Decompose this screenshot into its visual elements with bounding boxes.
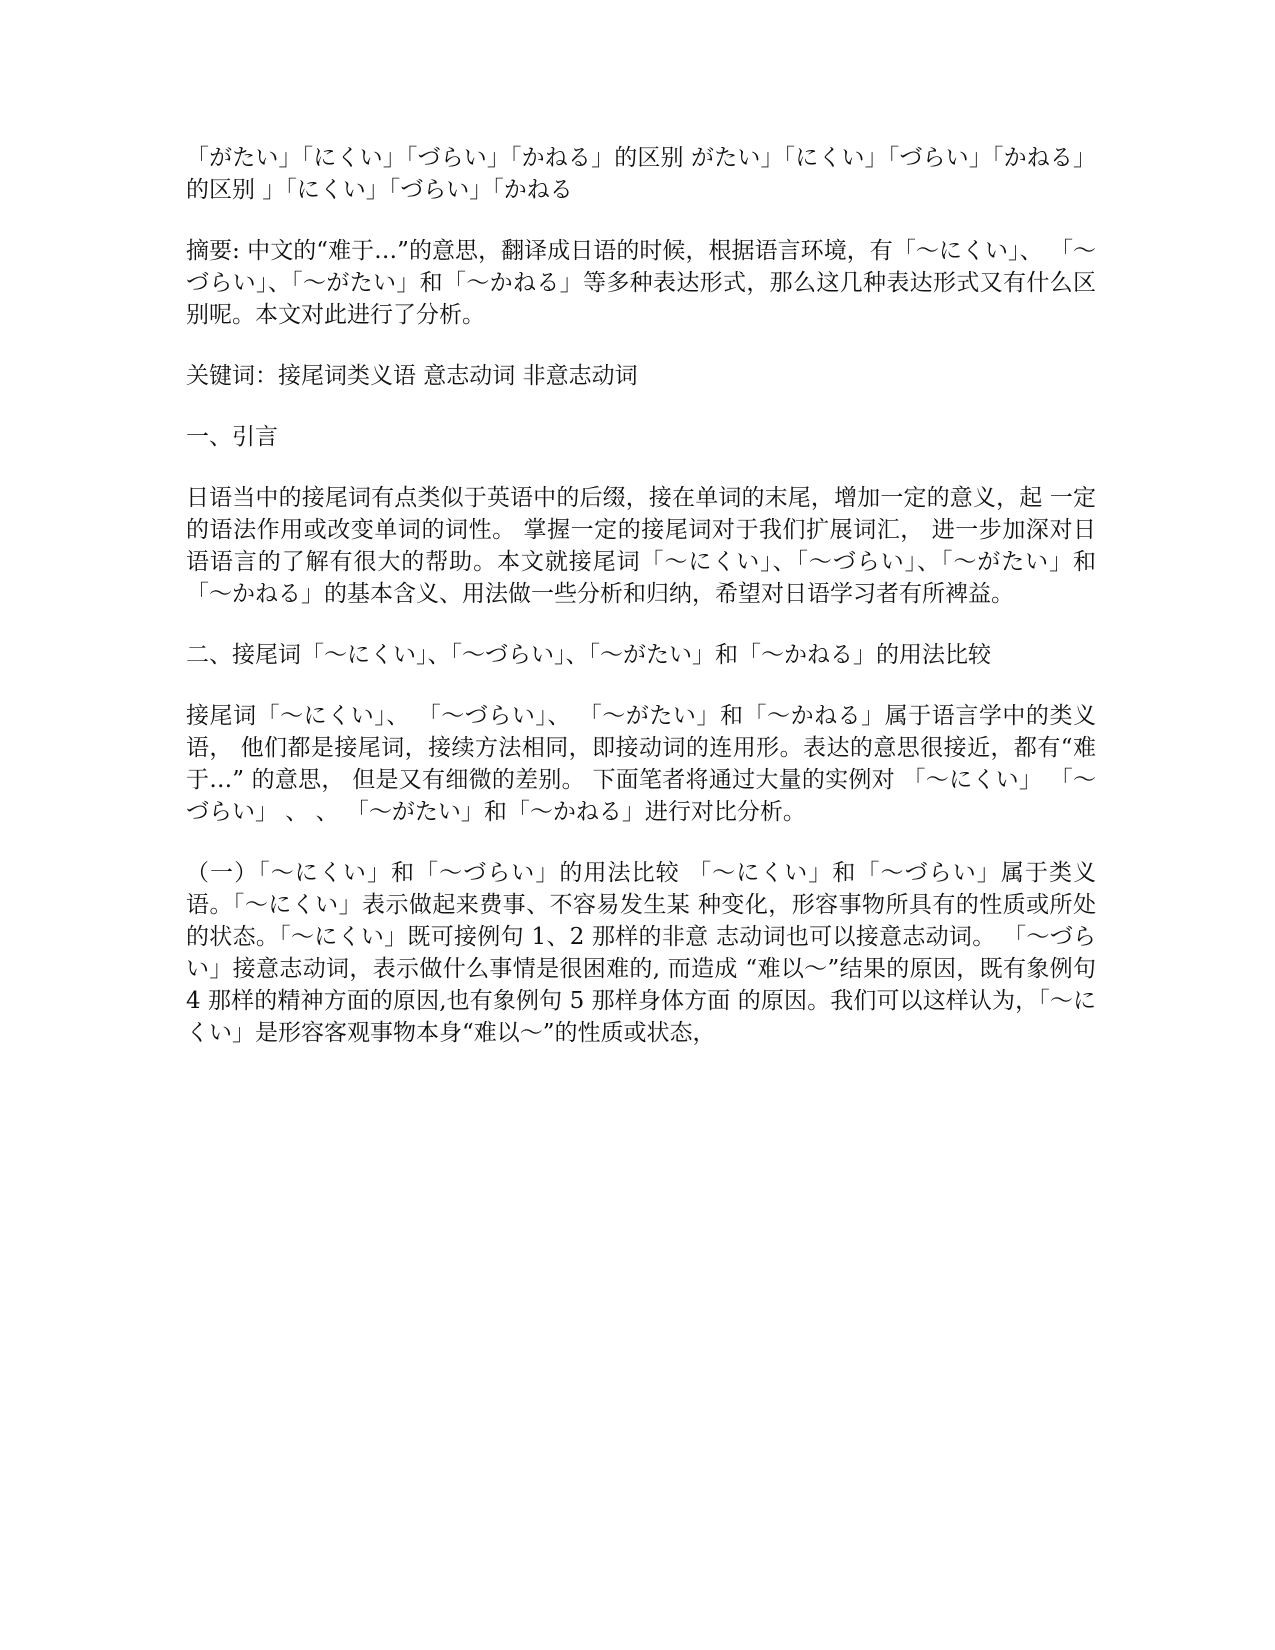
section-heading-introduction: 一、引言 <box>186 424 278 450</box>
subsection-nikui-zurai-paragraph: （一）「～にくい」和「～づらい」的用法比较 「～にくい」和「～づらい」属于类义语。「～にくい」表示做起来费事、不容易发生某 种变化，形容事物所具有的性质或所处的状态。「～にくい」既可接例句 1、2 那样的非意 志动词也可以接意志动词。 「～づらい」接意志动词，表示做什么事情是很困难的, 而造成 “难以～”结果的原因，既有象例句 4 那样的精神方面的原因,也有象例句 5 那样身体方面 的原因。我们可以这样认为，「～にくい」是形容客观事物本身“难以～”的性质或状态， <box>186 860 1096 1046</box>
usage-comparison-paragraph: 接尾词「～にくい」、 「～づらい」、 「～がたい」和「～かねる」属于语言学中的类义语， 他们都是接尾词，接续方法相同，即接动词的连用形。表达的意思很接近，都有“难于…” 的意思， 但是又有细微的差别。 下面笔者将通过大量的实例对 「～にくい」 「～づらい」 、 、 「～がたい」和「～かねる」进行对比分析。 <box>186 703 1096 825</box>
abstract-paragraph: 摘要: 中文的“难于…”的意思，翻译成日语的时候，根据语言环境，有「～にくい」、 「～ づらい」、「～がたい」和「～かねる」等多种表达形式，那么这几种表达形式又有什么区 别呢。本文对此进行了分析。 <box>186 238 1096 328</box>
document-page <box>186 142 1096 1049</box>
introduction-paragraph: 日语当中的接尾词有点类似于英语中的后缀，接在单词的末尾，增加一定的意义，起 一定的语法作用或改变单词的词性。 掌握一定的接尾词对于我们扩展词汇， 进一步加深对日 语语言的了解有很大的帮助。本文就接尾词「～にくい」、「～づらい」、「～がたい」和 「～かねる」的基本含义、用法做一些分析和归纳，希望对日语学习者有所裨益。 <box>186 485 1096 607</box>
keywords-line: 关键词：接尾词类义语 意志动词 非意志动词 <box>186 363 638 389</box>
document-title: 「がたい」「にくい」「づらい」「かねる」的区别 がたい」「にくい」「づらい」「かねる」的区别 」「にくい」「づらい」「かねる <box>186 145 1096 203</box>
section-heading-usage-comparison: 二、接尾词「～にくい」、「～づらい」、「～がたい」和「～かねる」的用法比较 <box>186 642 991 668</box>
